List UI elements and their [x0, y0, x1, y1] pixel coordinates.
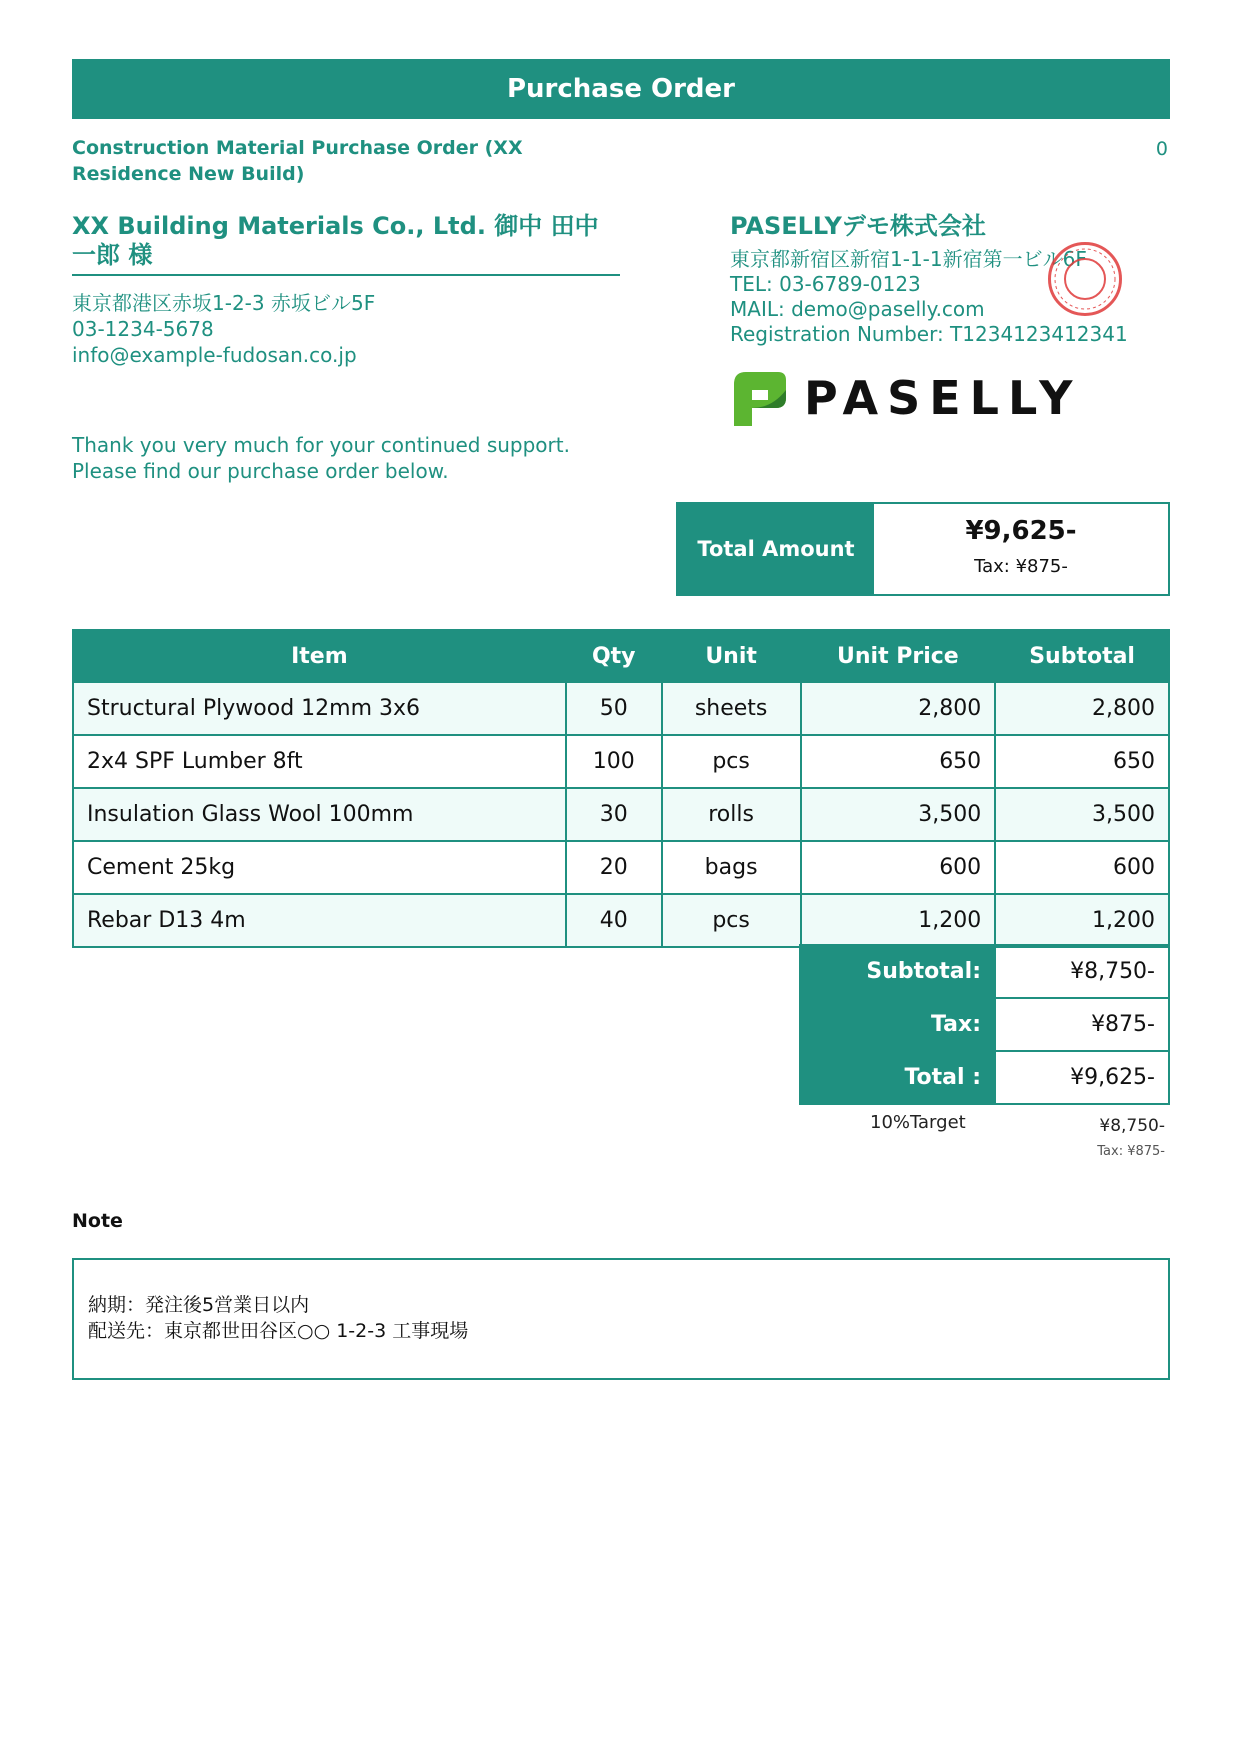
- client-phone: 03-1234-5678: [72, 317, 214, 341]
- issuer-tel: TEL: 03-6789-0123: [730, 272, 921, 296]
- logo-wordmark: PASELLY: [804, 371, 1082, 425]
- total-amount-box: [676, 502, 1170, 596]
- client-contact: [72, 290, 620, 368]
- issuer-name: PASELLYデモ株式会社: [730, 212, 986, 240]
- header-unit-price: Unit Price: [801, 630, 996, 682]
- issuer-mail: MAIL: demo@paselly.com: [730, 297, 985, 321]
- cell-qty: 50: [566, 682, 662, 735]
- cell-unit-price: 3,500: [801, 788, 996, 841]
- items-table: [72, 629, 1170, 948]
- cell-unit: pcs: [662, 894, 801, 947]
- cell-unit: bags: [662, 841, 801, 894]
- table-row: [73, 735, 1169, 788]
- seal-ring-icon: [1048, 242, 1122, 316]
- cell-qty: 40: [566, 894, 662, 947]
- client-name: XX Building Materials Co., Ltd. 御中 田中 一郎 様: [72, 212, 620, 276]
- items-table-header: [73, 630, 1169, 682]
- cell-qty: 100: [566, 735, 662, 788]
- issuer-address: 東京都新宿区新宿1-1-1新宿第一ビル6F: [730, 247, 1087, 271]
- cell-unit-price: 1,200: [801, 894, 996, 947]
- cell-unit-price: 600: [801, 841, 996, 894]
- summary-table: [799, 944, 1170, 1105]
- table-row: [73, 788, 1169, 841]
- header-unit: Unit: [662, 630, 801, 682]
- cell-subtotal: 600: [995, 841, 1169, 894]
- tax-breakdown-label: 10%Target: [870, 1112, 966, 1133]
- total-amount-value: ¥9,625-: [965, 516, 1077, 546]
- total-amount-tax: Tax: ¥875-: [974, 556, 1068, 577]
- summary-row-total: [800, 1051, 1169, 1104]
- cell-item: Insulation Glass Wool 100mm: [73, 788, 566, 841]
- cell-subtotal: 2,800: [995, 682, 1169, 735]
- note-box: [72, 1258, 1170, 1380]
- table-row: [73, 894, 1169, 947]
- summary-row-tax: [800, 998, 1169, 1051]
- cell-unit: pcs: [662, 735, 801, 788]
- issuer-registration: Registration Number: T1234123412341: [730, 322, 1128, 346]
- header-subtotal: Subtotal: [995, 630, 1169, 682]
- table-row: [73, 841, 1169, 894]
- summary-tax-value: ¥875-: [995, 998, 1169, 1051]
- cell-subtotal: 1,200: [995, 894, 1169, 947]
- table-row: [73, 682, 1169, 735]
- cell-unit: sheets: [662, 682, 801, 735]
- greeting-line-1: Thank you very much for your continued support.: [72, 433, 570, 457]
- tax-breakdown-amount: ¥8,750-: [1099, 1116, 1165, 1136]
- cell-qty: 30: [566, 788, 662, 841]
- logo-leaf-icon: [730, 368, 790, 428]
- cell-item: Rebar D13 4m: [73, 894, 566, 947]
- client-address: 東京都港区赤坂1-2-3 赤坂ビル5F: [72, 291, 376, 315]
- header-qty: Qty: [566, 630, 662, 682]
- greeting-line-2: Please find our purchase order below.: [72, 459, 449, 483]
- total-amount-label: Total Amount: [678, 504, 874, 594]
- cell-item: Cement 25kg: [73, 841, 566, 894]
- cell-qty: 20: [566, 841, 662, 894]
- company-logo: [730, 368, 1082, 428]
- company-seal-stamp: [1048, 242, 1122, 316]
- cell-subtotal: 650: [995, 735, 1169, 788]
- cell-subtotal: 3,500: [995, 788, 1169, 841]
- order-subject: Construction Material Purchase Order (XX Residence New Build): [72, 137, 523, 185]
- cell-item: 2x4 SPF Lumber 8ft: [73, 735, 566, 788]
- tax-breakdown-tax: Tax: ¥875-: [1097, 1144, 1165, 1159]
- note-title: Note: [72, 1210, 123, 1232]
- document-number: 0: [1155, 138, 1168, 160]
- note-line-2: 配送先：東京都世田谷区○○ 1-2-3 工事現場: [88, 1320, 469, 1342]
- summary-subtotal-value: ¥8,750-: [995, 945, 1169, 998]
- summary-tax-label: Tax:: [800, 998, 995, 1051]
- summary-row-subtotal: [800, 945, 1169, 998]
- client-email: info@example-fudosan.co.jp: [72, 343, 357, 367]
- greeting-text: [72, 432, 570, 484]
- summary-subtotal-label: Subtotal:: [800, 945, 995, 998]
- summary-total-label: Total :: [800, 1051, 995, 1104]
- note-line-1: 納期：発注後5営業日以内: [88, 1294, 310, 1316]
- client-block: [72, 212, 620, 368]
- cell-unit-price: 2,800: [801, 682, 996, 735]
- summary-total-value: ¥9,625-: [995, 1051, 1169, 1104]
- cell-item: Structural Plywood 12mm 3x6: [73, 682, 566, 735]
- cell-unit: rolls: [662, 788, 801, 841]
- header-item: Item: [73, 630, 566, 682]
- document-title-banner: Purchase Order: [72, 59, 1170, 119]
- cell-unit-price: 650: [801, 735, 996, 788]
- total-amount-value-cell: [874, 504, 1168, 594]
